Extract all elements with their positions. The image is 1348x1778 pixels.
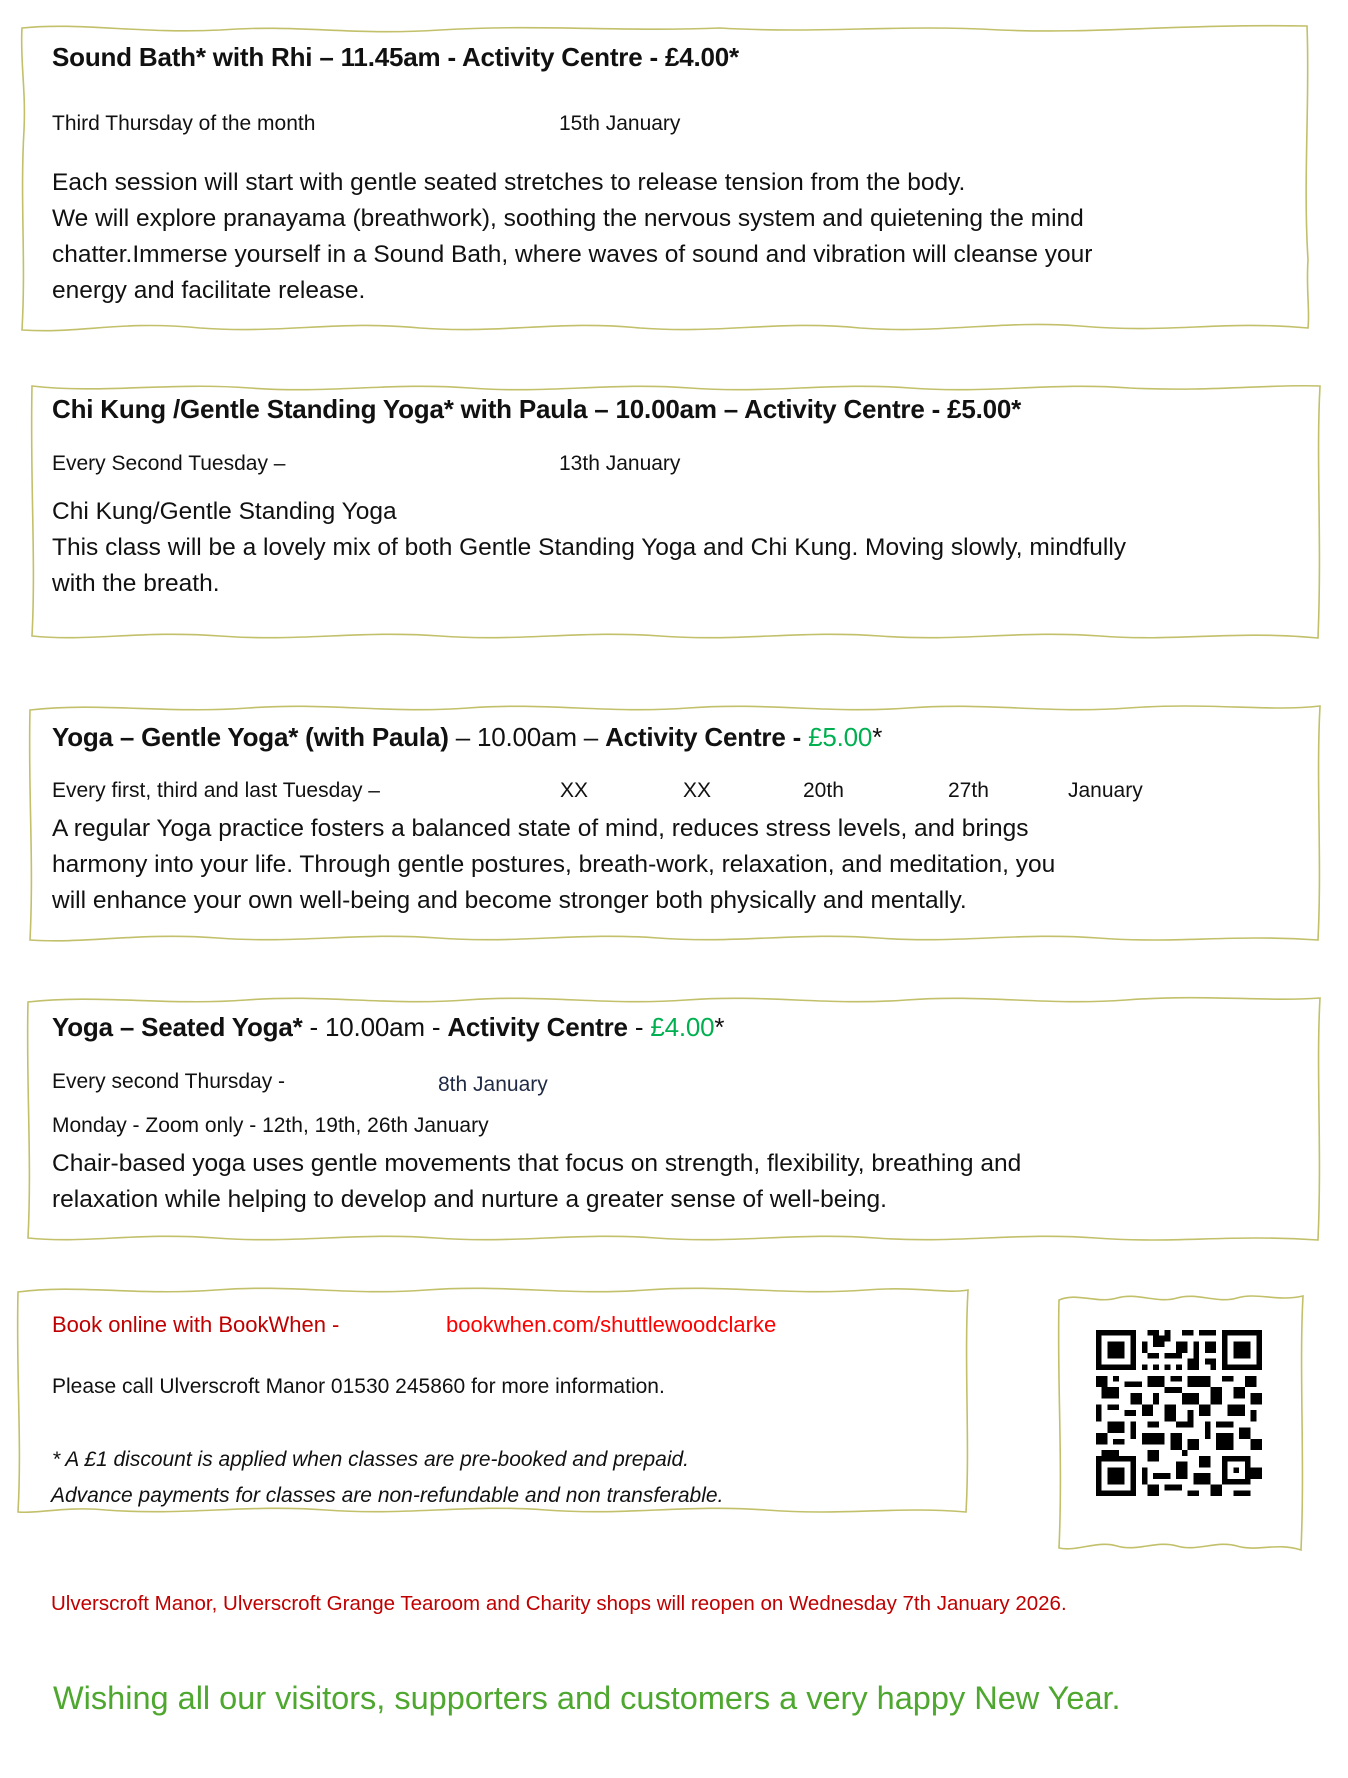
class-title-text: Chi Kung /Gentle Standing Yoga* with Paula – 10.00am – Activity Centre - £5.00* [52, 394, 1022, 424]
class-price: £4.00 [650, 1012, 715, 1042]
schedule-label: Every Second Tuesday – [52, 452, 286, 475]
price-asterisk: * [872, 722, 883, 752]
schedule-month: January [1068, 779, 1143, 802]
description-line: Chi Kung/Gentle Standing Yoga [52, 498, 397, 525]
reopening-notice: Ulverscroft Manor, Ulverscroft Grange Tearoom and Charity shops will reopen on Wednesday 7th January 2026. [51, 1592, 1067, 1615]
class-card-chi-kung [30, 380, 1322, 642]
booking-url-link[interactable]: bookwhen.com/shuttlewoodclarke [446, 1312, 777, 1337]
class-title [52, 394, 1021, 425]
new-year-greeting: Wishing all our visitors, supporters and customers a very happy New Year. [53, 1680, 1121, 1716]
schedule-date: 20th [803, 779, 844, 802]
booking-info-card [16, 1282, 970, 1518]
description-line: energy and facilitate release. [52, 277, 366, 304]
class-card-sound-bath [20, 20, 1310, 335]
class-description [52, 494, 1126, 602]
booking-prefix: Book online with BookWhen - [52, 1312, 340, 1337]
class-title-bold: Yoga – Gentle Yoga* (with Paula) [52, 722, 449, 752]
schedule-date: 8th January [438, 1073, 548, 1096]
qr-code-card [1057, 1290, 1305, 1555]
description-line: We will explore pranayama (breathwork), soothing the nervous system and quietening the mind [52, 205, 1084, 232]
class-title [52, 1012, 724, 1043]
class-title [52, 722, 882, 753]
description-line: This class will be a lovely mix of both Gentle Standing Yoga and Chi Kung. Moving slowly, mindfully [52, 534, 1127, 561]
title-separator: - [627, 1012, 651, 1042]
class-title-time: - 10.00am - [302, 1012, 448, 1042]
description-line: Chair-based yoga uses gentle movements that focus on strength, flexibility, breathing and [52, 1150, 1022, 1177]
schedule-label: Every second Thursday - [52, 1070, 286, 1093]
schedule-date: XX [683, 779, 712, 802]
phone-info-text: Please call Ulverscroft Manor 01530 245860 for more information. [52, 1375, 665, 1398]
class-price: £5.00 [808, 722, 873, 752]
class-card-seated-yoga [26, 990, 1322, 1245]
class-description [52, 1146, 1021, 1218]
description-line: will enhance your own well-being and become stronger both physically and mentally. [52, 887, 967, 914]
schedule-date: 15th January [559, 112, 681, 135]
description-line: Each session will start with gentle seated stretches to release tension from the body. [52, 169, 966, 196]
footnote-discount: * A £1 discount is applied when classes are pre-booked and prepaid. [52, 1448, 690, 1471]
description-line: relaxation while helping to develop and nurture a greater sense of well-being. [52, 1186, 887, 1213]
class-title-text: Sound Bath* with Rhi – 11.45am - Activity Centre - £4.00* [52, 42, 739, 72]
qr-code-icon[interactable] [1095, 1330, 1263, 1496]
class-description [52, 165, 1092, 309]
schedule-date: XX [560, 779, 589, 802]
schedule-label: Every first, third and last Tuesday – [52, 779, 380, 802]
price-asterisk: * [714, 1012, 725, 1042]
class-card-gentle-yoga [28, 700, 1322, 945]
schedule-label: Third Thursday of the month [52, 112, 316, 135]
description-line: A regular Yoga practice fosters a balanced state of mind, reduces stress levels, and brings [52, 815, 1029, 842]
class-title-time: – 10.00am – [448, 722, 606, 752]
class-title-location: Activity Centre [447, 1012, 628, 1042]
class-title-bold: Yoga – Seated Yoga* [52, 1012, 303, 1042]
description-line: harmony into your life. Through gentle postures, breath-work, relaxation, and meditation, you [52, 851, 1056, 878]
schedule-date: 13th January [559, 452, 681, 475]
description-line: with the breath. [52, 570, 220, 597]
schedule-date: 27th [948, 779, 989, 802]
zoom-schedule-text: Monday - Zoom only - 12th, 19th, 26th January [52, 1114, 489, 1137]
footnote-refund: Advance payments for classes are non-refundable and non transferable. [51, 1484, 724, 1507]
class-description [52, 811, 1055, 919]
description-line: chatter.Immerse yourself in a Sound Bath, where waves of sound and vibration will cleanse your [52, 241, 1093, 268]
class-title [52, 42, 739, 73]
class-title-location: Activity Centre - [605, 722, 809, 752]
